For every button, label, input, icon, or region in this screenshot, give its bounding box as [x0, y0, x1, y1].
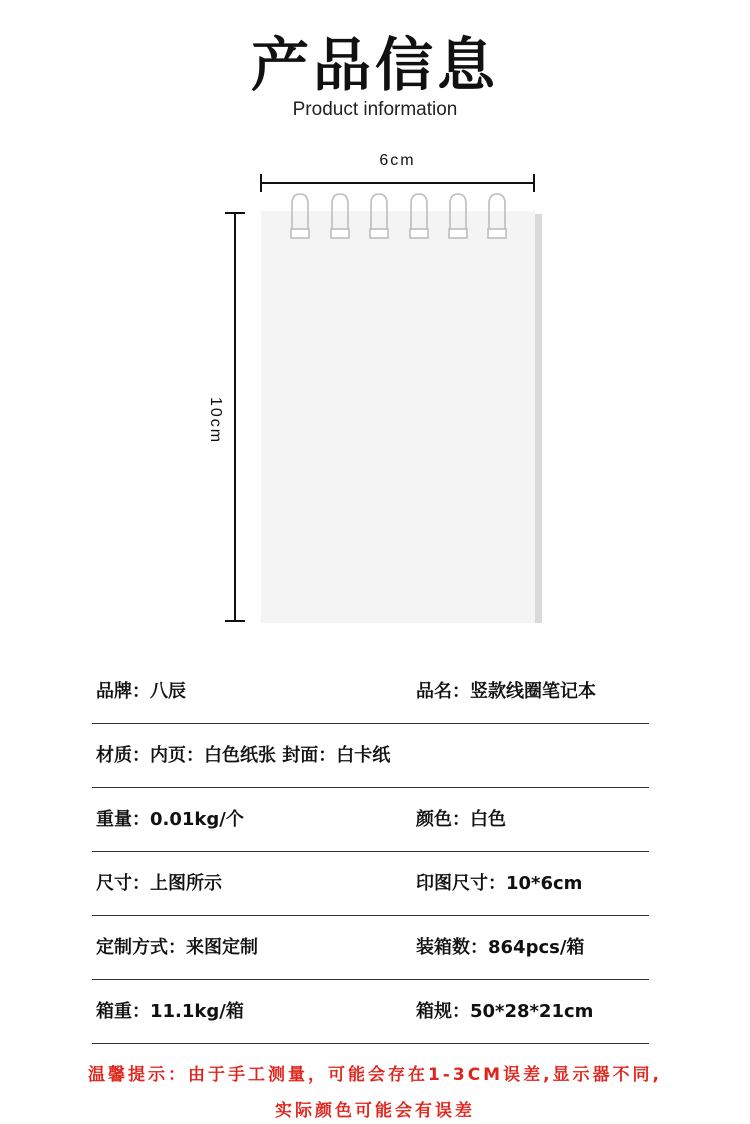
- spec-customization: 定制方式：来图定制: [96, 937, 258, 958]
- spec-row: [92, 724, 649, 788]
- disclaimer-note-line2: 实际颜色可能会有误差: [275, 1101, 475, 1121]
- spec-row: [92, 788, 649, 852]
- spec-size: 尺寸：上图所示: [96, 873, 222, 894]
- spec-color: 颜色：白色: [416, 809, 506, 830]
- notebook-cover: [261, 211, 535, 623]
- spec-row: [92, 660, 649, 724]
- spec-box-weight: 箱重：11.1kg/箱: [96, 1001, 244, 1022]
- height-dimension-line: [225, 213, 245, 621]
- spec-brand: 品牌：八辰: [96, 681, 186, 702]
- page-title: 产品信息: [250, 31, 499, 99]
- spec-weight: 重量：0.01kg/个: [96, 809, 244, 830]
- spec-print-size: 印图尺寸：10*6cm: [416, 873, 583, 894]
- spec-box-dimensions: 箱规：50*28*21cm: [416, 1001, 594, 1022]
- width-dimension-line: [261, 174, 534, 192]
- disclaimer-note-line1: 温馨提示：由于手工测量，可能会存在1-3CM误差,显示器不同,: [87, 1065, 663, 1085]
- spec-row: [92, 980, 649, 1044]
- spec-packing-count: 装箱数：864pcs/箱: [416, 937, 585, 958]
- spec-table: [92, 660, 649, 1044]
- spec-product-name: 品名：竖款线圈笔记本: [416, 681, 596, 702]
- page-subtitle: Product information: [292, 99, 458, 120]
- spec-material: 材质：内页：白色纸张 封面：白卡纸: [96, 745, 391, 766]
- width-dimension-label: 6cm: [379, 152, 416, 169]
- spec-row: [92, 852, 649, 916]
- height-dimension-label: 10cm: [207, 397, 224, 445]
- spec-row: [92, 916, 649, 980]
